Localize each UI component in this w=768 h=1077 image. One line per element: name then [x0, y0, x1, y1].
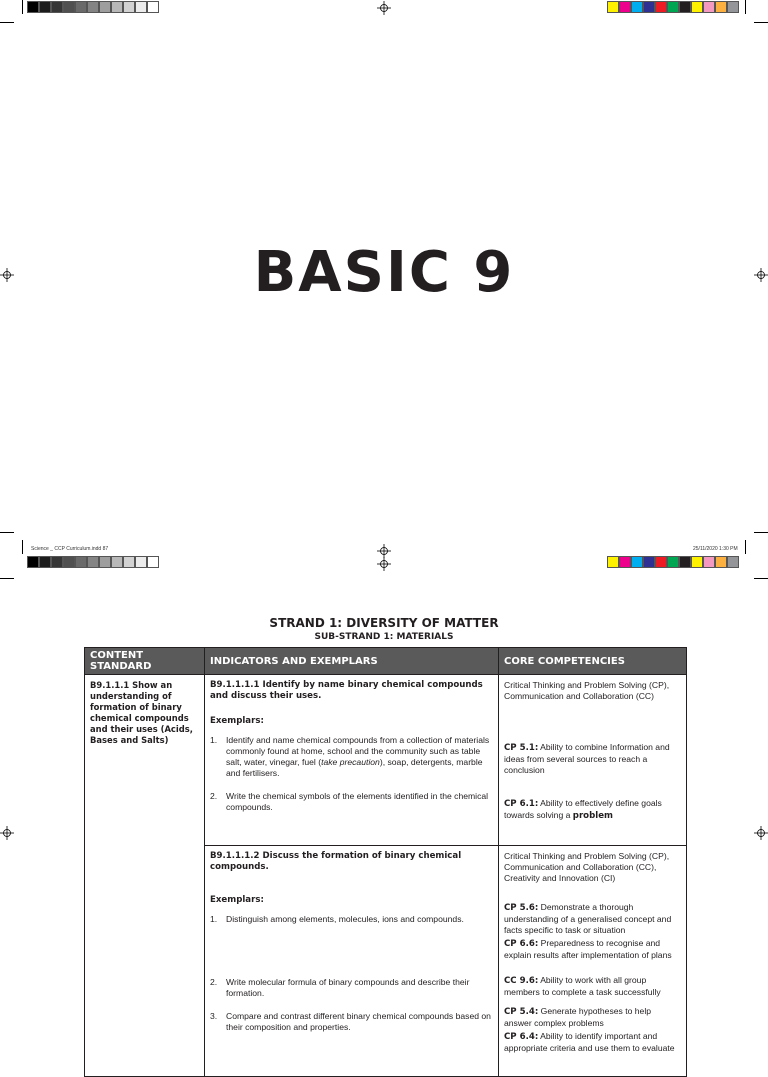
list-item: 2. Write molecular formula of binary compounds and describe their formation. — [210, 977, 470, 998]
color-swatch — [51, 1, 63, 13]
list-item: 3. Compare and contrast different binary chemical compounds based on their composition and properties. — [210, 1011, 491, 1032]
page-title: BASIC 9 — [253, 240, 515, 305]
strand-title: STRAND 1: DIVERSITY OF MATTER — [269, 616, 499, 630]
crop-mark — [0, 22, 14, 23]
registration-mark-icon — [0, 826, 14, 840]
crop-mark — [745, 0, 746, 14]
list-item: 1. Identify and name chemical compounds from a collection of materials commonly found at home, school and the community such as table salt, water, vinegar, fuel (take precaution), soap, detergents, marble and fertilisers. — [210, 735, 490, 778]
slug-timestamp: 25/11/2020 1:30 PM — [693, 546, 738, 552]
color-swatch — [123, 556, 135, 568]
color-bar-top — [607, 1, 739, 13]
color-swatch — [63, 556, 75, 568]
list-item: 1. Distinguish among elements, molecules, ions and compounds. — [210, 914, 464, 924]
color-swatch — [27, 1, 39, 13]
color-swatch — [63, 1, 75, 13]
color-swatch — [619, 1, 631, 13]
color-swatch — [643, 1, 655, 13]
competency-item: CP 6.4: Ability to identify important and appropriate criteria and use them to evaluate — [504, 1031, 675, 1053]
color-swatch — [51, 556, 63, 568]
color-swatch — [703, 556, 715, 568]
slug-filename: Science _ CCP Curriculum.indd 87 — [31, 546, 109, 552]
color-swatch — [691, 1, 703, 13]
color-swatch — [607, 556, 619, 568]
color-swatch — [87, 1, 99, 13]
competency-item: CP 6.1: Ability to effectively define goals towards solving a problem — [504, 798, 662, 821]
exemplars-label: Exemplars: — [210, 895, 264, 905]
content-standard-cell — [85, 675, 205, 1077]
color-swatch — [147, 1, 159, 13]
crop-mark — [22, 0, 23, 14]
color-swatch — [643, 556, 655, 568]
grey-color-bar-bottom — [27, 556, 159, 568]
color-swatch — [667, 1, 679, 13]
crop-mark — [745, 540, 746, 554]
crop-mark — [754, 578, 768, 579]
content-standard-text: B9.1.1.1 Show an understanding of formation of binary chemical compounds and their uses (Acids, Bases and Salts) — [90, 680, 193, 745]
color-swatch — [655, 556, 667, 568]
curriculum-table — [84, 647, 687, 1077]
competency-item: CP 5.1: Ability to combine Information and ideas from several sources to reach a conclusion — [504, 742, 670, 775]
color-swatch — [39, 556, 51, 568]
color-swatch — [655, 1, 667, 13]
competencies-intro: Critical Thinking and Problem Solving (CP), Communication and Collaboration (CC), Creativity and Innovation (CI) — [504, 851, 670, 883]
crop-mark — [0, 578, 14, 579]
registration-mark-icon — [754, 826, 768, 840]
color-swatch — [631, 556, 643, 568]
color-swatch — [111, 556, 123, 568]
color-swatch — [111, 1, 123, 13]
color-swatch — [727, 556, 739, 568]
indicator-title: B9.1.1.1.1 Identify by name binary chemical compounds and discuss their uses. — [210, 680, 483, 701]
competencies-intro: Critical Thinking and Problem Solving (CP), Communication and Collaboration (CC) — [504, 680, 670, 701]
color-swatch — [679, 1, 691, 13]
indicator-cell — [205, 846, 499, 1077]
indicator-cell — [205, 675, 499, 846]
color-swatch — [727, 1, 739, 13]
color-swatch — [679, 556, 691, 568]
color-swatch — [715, 556, 727, 568]
color-swatch — [27, 556, 39, 568]
competencies-cell — [499, 846, 687, 1077]
registration-mark-icon — [377, 1, 391, 15]
color-swatch — [123, 1, 135, 13]
color-swatch — [87, 556, 99, 568]
crop-mark — [22, 540, 23, 554]
exemplars-label: Exemplars: — [210, 716, 264, 726]
indicator-title: B9.1.1.1.2 Discuss the formation of binary chemical compounds. — [210, 851, 462, 872]
color-swatch — [667, 556, 679, 568]
competency-item: CP 5.4: Generate hypotheses to help answer complex problems — [504, 1006, 652, 1028]
color-swatch — [135, 556, 147, 568]
color-swatch — [715, 1, 727, 13]
color-swatch — [135, 1, 147, 13]
header-indicators: INDICATORS AND EXEMPLARS — [205, 648, 499, 675]
registration-mark-icon — [377, 544, 391, 558]
header-content-standard: CONTENT STANDARD — [85, 648, 205, 675]
crop-mark — [0, 532, 14, 533]
color-swatch — [39, 1, 51, 13]
color-swatch — [99, 1, 111, 13]
color-swatch — [99, 556, 111, 568]
color-swatch — [75, 1, 87, 13]
crop-mark — [754, 532, 768, 533]
color-swatch — [147, 556, 159, 568]
color-swatch — [619, 556, 631, 568]
header-competencies: CORE COMPETENCIES — [499, 648, 687, 675]
crop-mark — [754, 22, 768, 23]
registration-mark-icon — [377, 557, 391, 571]
sub-strand-title: SUB-STRAND 1: MATERIALS — [314, 632, 454, 642]
color-swatch — [75, 556, 87, 568]
list-item: 2. Write the chemical symbols of the elements identified in the chemical compounds. — [210, 791, 489, 812]
competencies-cell — [499, 675, 687, 846]
competency-item: CP 5.6: Demonstrate a thorough understanding of a generalised concept and facts specific to task or situation — [504, 902, 672, 935]
grey-color-bar-top — [27, 1, 159, 13]
table-row — [85, 675, 687, 846]
color-swatch — [631, 1, 643, 13]
competency-item: CC 9.6: Ability to work with all group members to complete a task successfully — [504, 975, 661, 997]
competency-item: CP 6.6: Preparedness to recognise and explain results after implementation of plans — [504, 938, 672, 960]
color-swatch — [607, 1, 619, 13]
color-swatch — [703, 1, 715, 13]
color-swatch — [691, 556, 703, 568]
color-bar-bottom — [607, 556, 739, 568]
table-header-row — [85, 648, 687, 675]
